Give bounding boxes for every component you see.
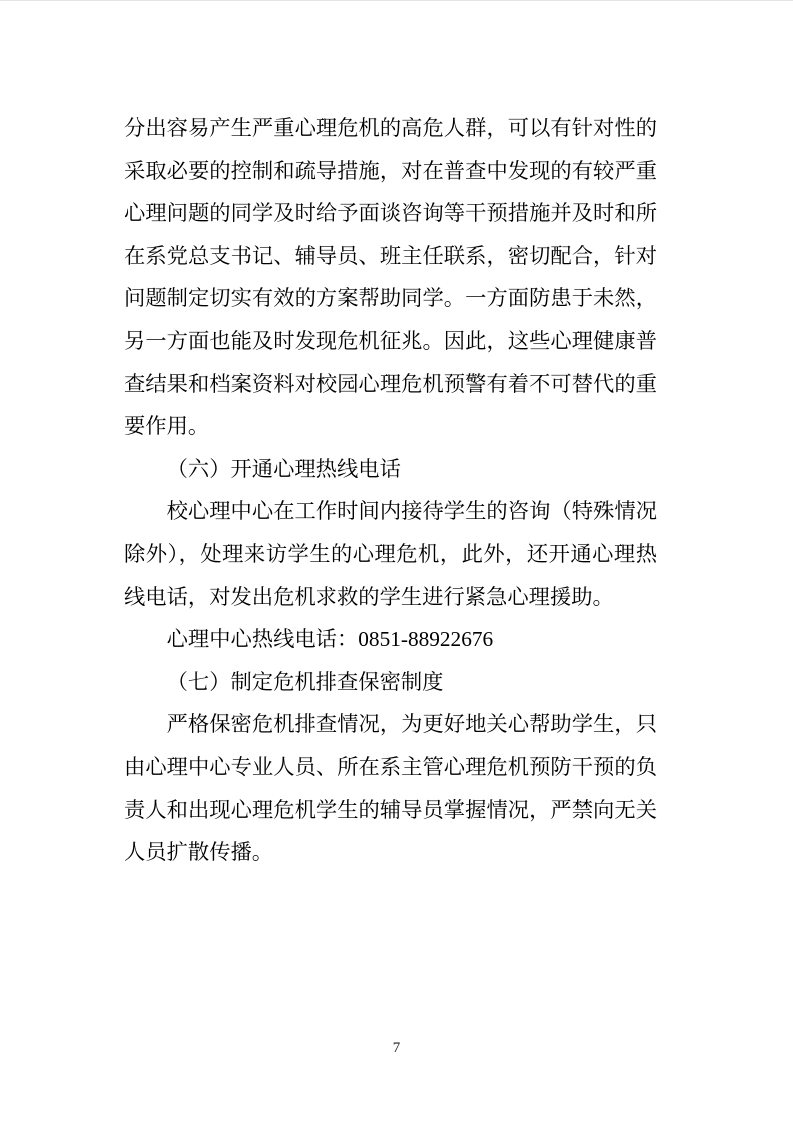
paragraph-hotline-service: 校心理中心在工作时间内接待学生的咨询（特殊情况除外），处理来访学生的心理危机，此外，还开通心理热线电话，对发出危机求救的学生进行紧急心理援助。 [124, 499, 657, 609]
paragraph-psych-census-continuation: 分出容易产生严重心理危机的高危人群，可以有针对性的采取必要的控制和疏导措施，对在普查中发现的有较严重心理问题的同学及时给予面谈咨询等干预措施并及时和所在系党总支书记、辅导员、班主任联系，密切配合，针对问题制定切实有效的方案帮助同学。一方面防患于未然，另一方面也能及时发现危机征兆。因此，这些心理健康普查结果和档案资料对校园心理危机预警有着不可替代的重要作用。 [124, 116, 657, 439]
document-body [124, 107, 657, 874]
page-number: 7 [392, 1040, 401, 1056]
section-heading-six-hotline: （六）开通心理热线电话 [166, 456, 401, 481]
paragraph-confidentiality-rules: 严格保密危机排查情况，为更好地关心帮助学生，只由心理中心专业人员、所在系主管心理危机预防干预的负责人和出现心理危机学生的辅导员掌握情况，严禁向无关人员扩散传播。 [124, 712, 657, 865]
section-heading-seven-confidentiality: （七）制定危机排查保密制度 [166, 669, 444, 694]
paragraph-hotline-phone-number: 心理中心热线电话：0851-88922676 [166, 627, 494, 652]
